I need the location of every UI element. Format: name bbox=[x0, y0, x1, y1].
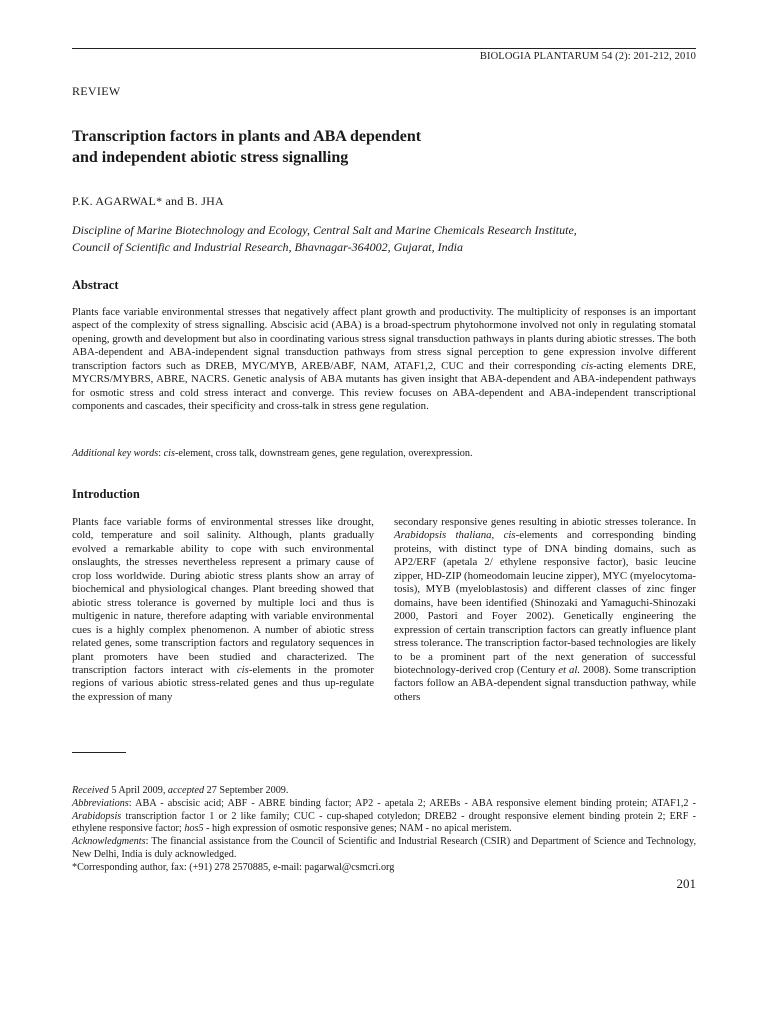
footnote-rule bbox=[72, 752, 126, 753]
corresponding-author-note: *Corresponding author, fax: (+91) 278 2570885, e-mail: pagarwal@csmcri.org bbox=[72, 861, 395, 873]
affiliation bbox=[72, 222, 696, 256]
footnotes bbox=[72, 785, 696, 875]
introduction-heading: Introduction bbox=[72, 487, 140, 501]
abbreviations-note: Abbreviations: ABA - abscisic acid; ABF - ABRE binding factor; AP2 - apetala 2; AREBs - ABA responsive element binding protein; ATAF1,2 - Arabidopsis transcription factor 1 or 2 like family; CUC - cup-shaped cotyledon; DREB2 - drought responsive element binding protein 2; ERF - ethylene responsive factor; hos5 - high expression of osmotic responsive genes; NAM - no apical meristem. bbox=[72, 797, 696, 835]
acknowledgments-note: Acknowledgments: The financial assistance from the Council of Scientific and Industrial Research (CSIR) and Department of Science and Technology, New Delhi, India is duly acknowledged. bbox=[72, 836, 696, 860]
introduction-column-left: Plants face variable forms of environmental stresses like drought, cold, temperature and soil salinity. Although, plants gradually evolved a remarkable ability to cope with such environmental onslaughts, the stresses nevertheless represent a primary cause of crop loss worldwide. During abiotic stress plants show an array of biochemical and physiological changes. Plant breeding showed that abiotic stress tolerance is governed by multiple loci and thus is multigenic in nature, therefore adapting with variable environmental cues is a highly complex phenomenon. A number of abiotic stress related genes, some transcription factors and regulatory sequences in plant promoters have been studied and characterized. The transcription factors interact with cis-elements in the promoter regions of various abiotic stress-related genes and thus up-regulate the expression of many bbox=[72, 516, 375, 703]
page-number: 201 bbox=[676, 876, 696, 891]
keywords: Additional key words: cis-element, cross talk, downstream genes, gene regulation, overexpression. bbox=[72, 448, 473, 459]
header-rule bbox=[72, 48, 696, 49]
introduction-column-right: secondary responsive genes resulting in abiotic stresses tolerance. In Arabidopsis thaliana, cis-elements and corresponding binding proteins, with distinct type of DNA binding domains, such as AP2/ERF (apetala 2/ ethylene responsive factor), basic leucine zipper, HD-ZIP (homeodomain leucine zipper), MYC (myelocytoma-tosis), MYB (myeloblastosis) and different classes of zinc finger domains, have been identified (Shinozaki and Yamaguchi-Shinozaki 2000, Pastori and Foyer 2002). Genetically engineering the expression of certain transcription factors can greatly influence plant stress tolerance. The transcription factor-based technologies are likely to be a prominent part of the next generation of successful biotechnology-derived crop (Century et al. 2008). Some transcription factors follow an ABA-dependent signal transduction pathway, while others bbox=[394, 516, 697, 703]
affiliation-line-1: Discipline of Marine Biotechnology and Ecology, Central Salt and Marine Chemicals Research Institute, bbox=[72, 223, 577, 237]
abstract-heading: Abstract bbox=[72, 278, 119, 292]
journal-citation: BIOLOGIA PLANTARUM 54 (2): 201-212, 2010 bbox=[479, 51, 696, 62]
article-title bbox=[72, 126, 672, 168]
title-line-1: Transcription factors in plants and ABA dependent bbox=[72, 128, 422, 145]
abstract-text: Plants face variable environmental stresses that negatively affect plant growth and productivity. The multiplicity of responses is an important aspect of the complexity of stress signalling. Abscisic acid (ABA) is a broad-spectrum phytohormone involved not only in regulating stomatal opening, growth and development but also in coordinating various stress signal transduction pathways in plants during abiotic stresses. The both ABA-dependent and ABA-independent signal transduction pathways from stress signal perception to gene expression involve different transcription factors such as DREB, MYC/MYB, AREB/ABF, NAM, ATAF1,2, CUC and their corresponding cis-acting elements DRE, MYCRS/MYBRS, ABRE, NACRS. Genetic analysis of ABA mutants has given insight that ABA-dependent and ABA-independent pathways for osmotic stress and cold stress interact and converge. This review focuses on ABA-dependent and ABA-independent transcriptional components and cascades, their specificity and cross-talk in stress gene regulation. bbox=[72, 306, 697, 413]
affiliation-line-2: Council of Scientific and Industrial Research, Bhavnagar-364002, Gujarat, India bbox=[72, 240, 463, 254]
authors: P.K. AGARWAL* and B. JHA bbox=[72, 194, 224, 208]
title-line-2: and independent abiotic stress signalling bbox=[72, 149, 349, 166]
section-label: REVIEW bbox=[72, 84, 121, 98]
received-note: Received 5 April 2009, accepted 27 September 2009. bbox=[72, 785, 289, 796]
